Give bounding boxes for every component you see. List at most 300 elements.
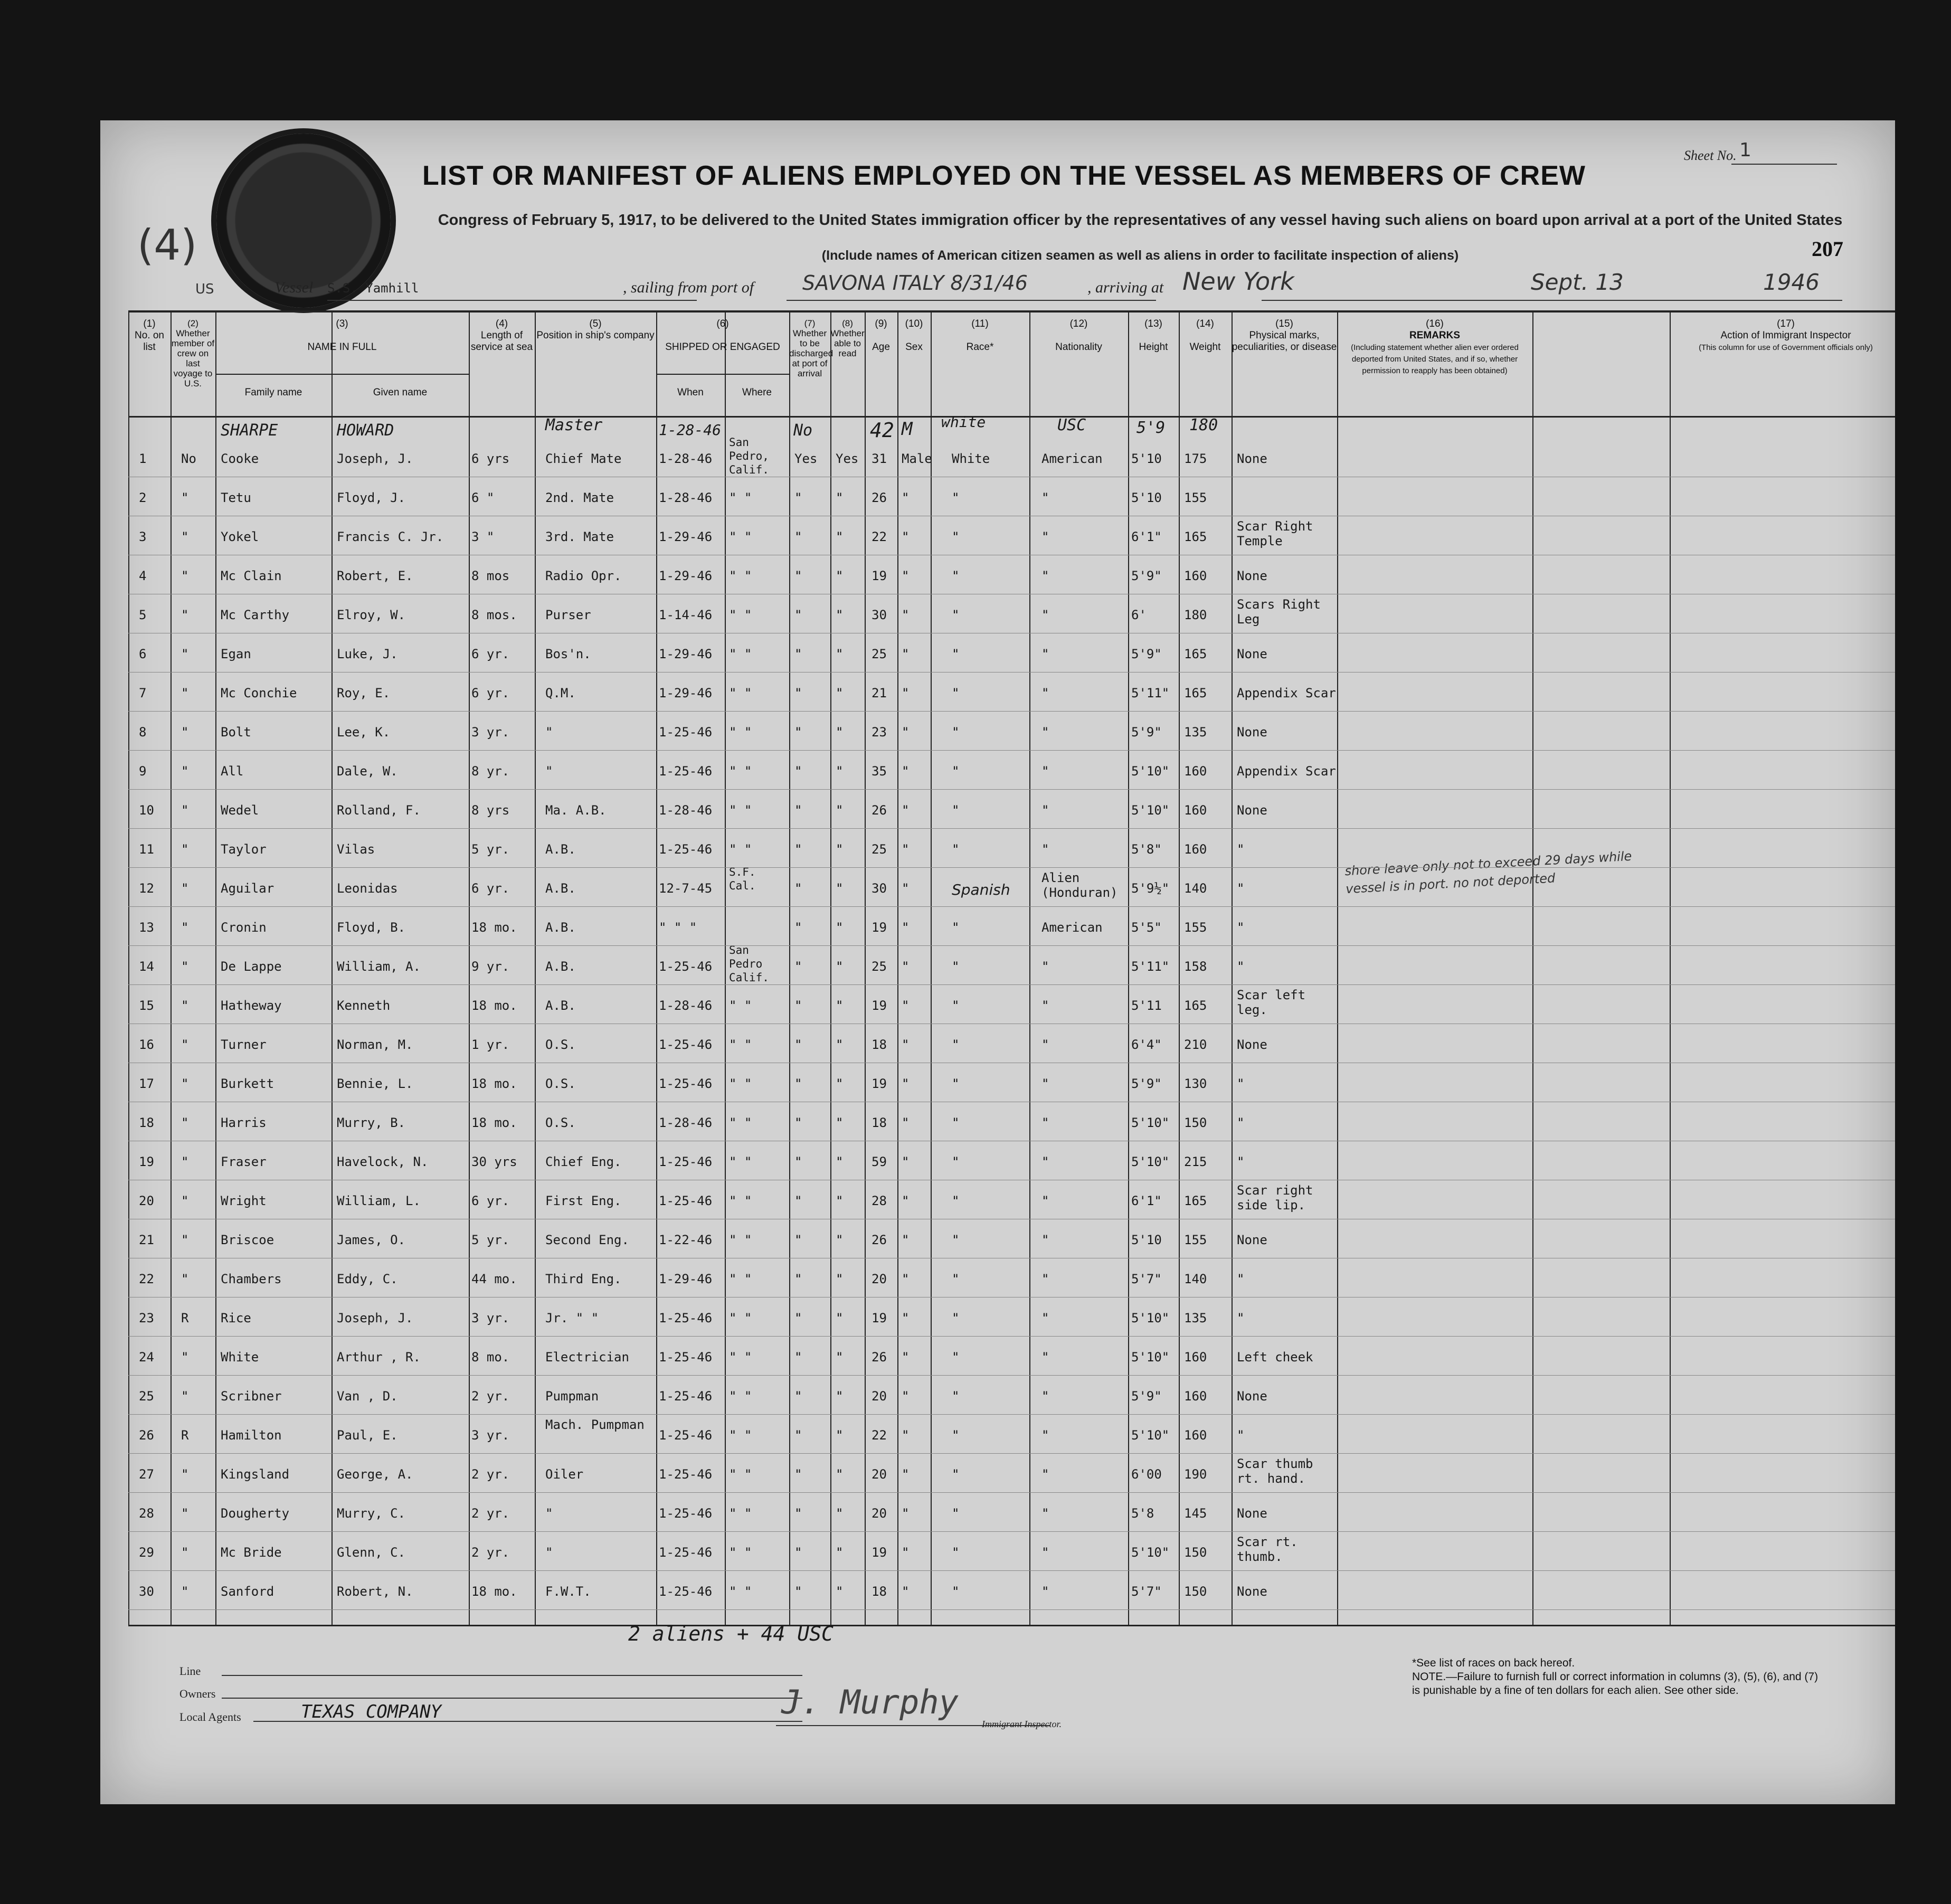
row-physical-marks: None [1237,1584,1267,1599]
row-nationality: " [1041,764,1049,779]
row-physical-marks: Scars Right Leg [1237,597,1321,627]
row-weight: 150 [1184,1115,1207,1130]
row-sex: " [902,1389,910,1404]
row-last-voyage: " [181,490,189,505]
row-last-voyage: " [181,1076,189,1091]
row-given-name: Arthur , R. [337,1350,421,1365]
row-sex: " [902,725,910,740]
row-physical-marks: Scar thumb rt. hand. [1237,1456,1313,1486]
row-given-name: Rolland, F. [337,803,421,818]
row-physical-marks: " [1237,881,1245,896]
row-no: 3 [139,529,147,544]
row-family-name: Aguilar [221,881,274,896]
agents-value: TEXAS COMPANY [301,1701,442,1722]
row-no: 30 [139,1584,154,1599]
row-service: 8 yrs [471,803,510,818]
row-discharged: " [794,1584,802,1599]
row-nationality: " [1041,1233,1049,1247]
row-discharged: " [794,920,802,935]
row-discharged: " [794,1467,802,1482]
row-read: " [836,1467,844,1482]
col-header-shipped: (6) SHIPPED OR ENGAGED [665,318,780,353]
row-given-name: Joseph, J. [337,451,413,466]
row-physical-marks: None [1237,647,1267,661]
row-discharged: " [794,1154,802,1169]
row-read: " [836,1428,844,1443]
inspector-signature: J. Murphy [781,1683,959,1721]
col-header-age: (9) Age [872,318,890,353]
master-when: 1-28-46 [659,421,722,439]
row-read: " [836,959,844,974]
row-given-name: Floyd, B. [337,920,406,935]
row-position: " [545,1506,553,1521]
row-race: " [952,959,960,974]
row-last-voyage: " [181,1506,189,1521]
sheet-no-value: 1 [1739,139,1751,161]
row-given-name: Roy, E. [337,686,391,700]
row-physical-marks: " [1237,1272,1245,1286]
row-height: 5'8" [1131,842,1162,857]
row-service: 5 yr. [471,1233,510,1247]
row-physical-marks: " [1237,1115,1245,1130]
row-when: 1-25-46 [659,842,713,857]
row-last-voyage: " [181,881,189,896]
row-where: " " [729,1350,752,1365]
row-no: 7 [139,686,147,700]
row-discharged: " [794,1350,802,1365]
master-sex: M [902,419,913,440]
row-position: O.S. [545,1037,576,1052]
row-height: 5'11 [1131,998,1162,1013]
row-race: " [952,1311,960,1325]
row-weight: 135 [1184,725,1207,740]
row-height: 5'9" [1131,1076,1162,1091]
row-position: Oiler [545,1467,584,1482]
row-discharged: " [794,490,802,505]
row-given-name: Robert, E. [337,569,413,583]
row-weight: 135 [1184,1311,1207,1325]
row-read: Yes [836,451,859,466]
row-age: 20 [872,1506,887,1521]
row-race: " [952,1193,960,1208]
row-discharged: " [794,764,802,779]
row-service: 6 yr. [471,647,510,661]
row-where: " " [729,764,752,779]
row-height: 5'10" [1131,1115,1170,1130]
fine-note: NOTE.—Failure to furnish full or correct information in columns (3), (5), (6), and (7) is punishable by a fine of ten dollars for each alien. See other side. [1412,1671,1819,1697]
row-family-name: Burkett [221,1076,274,1091]
row-service: 2 yr. [471,1389,510,1404]
row-when: 1-25-46 [659,959,713,974]
row-nationality: " [1041,1193,1049,1208]
row-discharged: " [794,686,802,700]
row-position: Mach. Pumpman [545,1417,645,1432]
row-age: 19 [872,1545,887,1560]
row-given-name: Robert, N. [337,1584,413,1599]
row-weight: 160 [1184,1350,1207,1365]
row-height: 5'10" [1131,1154,1170,1169]
row-given-name: Leonidas [337,881,398,896]
row-sex: " [902,998,910,1013]
row-last-voyage: " [181,1154,189,1169]
row-given-name: James, O. [337,1233,406,1247]
row-no: 6 [139,647,147,661]
row-physical-marks: None [1237,725,1267,740]
row-given-name: William, A. [337,959,421,974]
row-service: 18 mo. [471,920,517,935]
row-height: 6' [1131,608,1147,622]
row-nationality: " [1041,1584,1049,1599]
row-height: 5'11" [1131,959,1170,974]
row-physical-marks: Scar right side lip. [1237,1183,1313,1213]
row-nationality: " [1041,529,1049,544]
row-no: 28 [139,1506,154,1521]
row-position: Jr. " " [545,1311,599,1325]
row-when: 1-28-46 [659,490,713,505]
row-when: 1-25-46 [659,1389,713,1404]
row-when: 1-25-46 [659,1584,713,1599]
row-divider [128,1531,1895,1532]
row-height: 5'7" [1131,1584,1162,1599]
row-nationality: " [1041,959,1049,974]
row-where: " " [729,803,752,818]
row-weight: 190 [1184,1467,1207,1482]
row-physical-marks: " [1237,1428,1245,1443]
col-header-name: (3) NAME IN FULL [307,318,377,353]
row-weight: 130 [1184,1076,1207,1091]
row-age: 25 [872,959,887,974]
row-nationality: " [1041,1272,1049,1286]
row-race: " [952,569,960,583]
row-sex: " [902,1037,910,1052]
row-age: 26 [872,1233,887,1247]
row-height: 5'9" [1131,725,1162,740]
side-number: (4) [137,221,197,270]
row-nationality: " [1041,1115,1049,1130]
row-when: 1-29-46 [659,569,713,583]
row-given-name: Lee, K. [337,725,391,740]
row-family-name: Cooke [221,451,259,466]
row-last-voyage: " [181,959,189,974]
row-read: " [836,803,844,818]
row-no: 29 [139,1545,154,1560]
row-family-name: Mc Conchie [221,686,297,700]
row-race: " [952,1350,960,1365]
row-discharged: " [794,803,802,818]
row-when: 1-29-46 [659,686,713,700]
row-height: 5'10" [1131,1311,1170,1325]
document-subtitle: Congress of February 5, 1917, to be delivered to the United States immigration officer by the representatives of any vessel having such aliens on board upon arrival at a port of the United States [438,212,1843,229]
row-family-name: Mc Clain [221,569,282,583]
row-race: " [952,1233,960,1247]
row-divider [128,828,1895,829]
row-position: Pumpman [545,1389,599,1404]
row-where: " " [729,647,752,661]
row-where: " " [729,842,752,857]
crew-table [128,310,1895,1625]
row-nationality: American [1041,451,1103,466]
row-read: " [836,1350,844,1365]
row-nationality: " [1041,1428,1049,1443]
row-when: 1-25-46 [659,1154,713,1169]
row-where: " " [729,1076,752,1091]
row-height: 6'1" [1131,1193,1162,1208]
row-last-voyage: " [181,998,189,1013]
row-last-voyage: " [181,686,189,700]
row-physical-marks: None [1237,1506,1267,1521]
row-where: " " [729,1389,752,1404]
row-height: 6'1" [1131,529,1162,544]
row-service: 6 yr. [471,1193,510,1208]
row-family-name: Wright [221,1193,267,1208]
row-position: Chief Eng. [545,1154,622,1169]
row-height: 5'10" [1131,1350,1170,1365]
row-no: 18 [139,1115,154,1130]
row-race: " [952,725,960,740]
row-discharged: " [794,881,802,896]
row-divider [128,1453,1895,1454]
row-position: 2nd. Mate [545,490,614,505]
row-when: 1-22-46 [659,1233,713,1247]
row-when: 12-7-45 [659,881,713,896]
row-race: " [952,1076,960,1091]
row-age: 26 [872,803,887,818]
row-height: 5'9" [1131,647,1162,661]
row-weight: 160 [1184,764,1207,779]
col-header-race: (11) Race* [966,318,994,353]
row-no: 2 [139,490,147,505]
row-race: " [952,1272,960,1286]
row-race: " [952,1115,960,1130]
row-service: 2 yr. [471,1506,510,1521]
master-age: 42 [870,419,894,442]
row-race: " [952,1389,960,1404]
row-discharged: " [794,1115,802,1130]
row-race: Spanish [952,881,1010,898]
row-position: Bos'n. [545,647,591,661]
row-race: " [952,1154,960,1169]
row-physical-marks: Appendix Scar [1237,764,1336,779]
document-title: LIST OR MANIFEST OF ALIENS EMPLOYED ON THE VESSEL AS MEMBERS OF CREW [422,160,1586,191]
row-race: " [952,647,960,661]
row-read: " [836,1545,844,1560]
row-last-voyage: " [181,803,189,818]
row-where: " " [729,1311,752,1325]
row-where: " " [729,1545,752,1560]
races-note: *See list of races on back hereof. [1412,1657,1575,1669]
col-header-discharged: (7) Whether to be discharged at port of arrival [789,318,834,378]
row-last-voyage: " [181,608,189,622]
row-no: 20 [139,1193,154,1208]
row-when: 1-25-46 [659,1311,713,1325]
col-header-nationality: (12) Nationality [1055,318,1102,353]
row-age: 18 [872,1037,887,1052]
row-family-name: Egan [221,647,251,661]
row-discharged: " [794,1428,802,1443]
row-discharged: " [794,529,802,544]
row-family-name: Taylor [221,842,267,857]
row-weight: 160 [1184,569,1207,583]
row-sex: " [902,920,910,935]
row-position: Ma. A.B. [545,803,607,818]
row-sex: Male [902,451,932,466]
row-service: 5 yr. [471,842,510,857]
row-when: 1-25-46 [659,1545,713,1560]
row-where: " " [729,1584,752,1599]
col-header-when: When [677,387,704,398]
row-height: 5'9" [1131,1389,1162,1404]
row-age: 23 [872,725,887,740]
row-when: 1-25-46 [659,725,713,740]
row-height: 5'10" [1131,764,1170,779]
row-family-name: Chambers [221,1272,282,1286]
row-weight: 155 [1184,1233,1207,1247]
row-sex: " [902,647,910,661]
row-discharged: " [794,959,802,974]
vessel-label: Vessel [274,279,314,296]
row-position: A.B. [545,998,576,1013]
row-where: " " [729,725,752,740]
row-age: 19 [872,998,887,1013]
row-last-voyage: " [181,1193,189,1208]
row-age: 25 [872,842,887,857]
line-label: Line [179,1664,201,1678]
row-service: 6 yr. [471,881,510,896]
row-family-name: De Lappe [221,959,282,974]
row-sex: " [902,803,910,818]
row-weight: 165 [1184,686,1207,700]
row-read: " [836,1272,844,1286]
row-last-voyage: " [181,920,189,935]
row-nationality: American [1041,920,1103,935]
row-service: 3 yr. [471,1311,510,1325]
row-height: 5'10 [1131,490,1162,505]
row-height: 5'10" [1131,1545,1170,1560]
master-discharged: No [793,421,813,440]
row-read: " [836,920,844,935]
row-remarks: shore leave only not to exceed 29 days while vessel is in port. no not deported [1344,848,1632,897]
row-where: " " [729,1115,752,1130]
row-given-name: Murry, C. [337,1506,406,1521]
row-physical-marks: Scar left leg. [1237,988,1306,1017]
col-header-service: (4) Length of service at sea [470,318,533,353]
row-last-voyage: " [181,529,189,544]
row-physical-marks: " [1237,959,1245,974]
row-physical-marks: None [1237,1037,1267,1052]
row-family-name: Cronin [221,920,267,935]
row-service: 6 yr. [471,686,510,700]
row-sex: " [902,764,910,779]
row-divider [128,1570,1895,1571]
row-sex: " [902,1584,910,1599]
row-age: 26 [872,1350,887,1365]
row-read: " [836,1506,844,1521]
row-no: 21 [139,1233,154,1247]
row-family-name: Turner [221,1037,267,1052]
row-when: 1-25-46 [659,1467,713,1482]
row-weight: 150 [1184,1584,1207,1599]
row-nationality: " [1041,490,1049,505]
row-nationality: " [1041,1076,1049,1091]
row-given-name: Bennie, L. [337,1076,413,1091]
row-family-name: Yokel [221,529,259,544]
row-weight: 165 [1184,1193,1207,1208]
row-family-name: Mc Bride [221,1545,282,1560]
row-no: 24 [139,1350,154,1365]
sailing-label: , sailing from port of [623,279,754,296]
row-service: 3 yr. [471,725,510,740]
row-no: 11 [139,842,154,857]
row-sex: " [902,490,910,505]
row-read: " [836,1389,844,1404]
row-physical-marks: Scar rt. thumb. [1237,1534,1298,1564]
row-last-voyage: " [181,1350,189,1365]
row-sex: " [902,959,910,974]
row-position: Radio Opr. [545,569,622,583]
row-when: 1-29-46 [659,647,713,661]
row-when: 1-29-46 [659,529,713,544]
row-read: " [836,1037,844,1052]
row-no: 26 [139,1428,154,1443]
row-nationality: " [1041,686,1049,700]
row-where: San Pedro Calif. [729,944,769,984]
row-no: 17 [139,1076,154,1091]
row-sex: " [902,1545,910,1560]
col-header-last-voyage: (2) Whether member of crew on last voyage to U.S. [171,318,215,389]
row-race: " [952,1037,960,1052]
row-where: " " [729,1506,752,1521]
row-read: " [836,764,844,779]
row-when: 1-28-46 [659,451,713,466]
row-service: 18 mo. [471,1076,517,1091]
row-physical-marks: " [1237,1076,1245,1091]
row-height: 5'10 [1131,1233,1162,1247]
row-race: White [952,451,990,466]
row-discharged: " [794,1076,802,1091]
row-service: 8 mos [471,569,510,583]
row-weight: 160 [1184,1389,1207,1404]
master-race: white [941,413,986,431]
row-where: " " [729,1037,752,1052]
master-position: Master [545,416,603,434]
row-where: " " [729,529,752,544]
row-nationality: " [1041,1154,1049,1169]
row-service: 8 yr. [471,764,510,779]
row-read: " [836,490,844,505]
row-physical-marks: None [1237,569,1267,583]
row-service: 18 mo. [471,998,517,1013]
row-divider [128,789,1895,790]
row-family-name: Mc Carthy [221,608,290,622]
row-physical-marks: Appendix Scar [1237,686,1336,700]
row-divider [128,1492,1895,1493]
row-no: 12 [139,881,154,896]
row-service: 18 mo. [471,1584,517,1599]
vessel-info [274,267,1820,305]
row-physical-marks: " [1237,842,1245,857]
row-physical-marks: " [1237,1154,1245,1169]
row-weight: 155 [1184,490,1207,505]
row-read: " [836,998,844,1013]
vessel-name: S.S. Yamhill [327,281,419,296]
col-header-where: Where [742,387,772,398]
row-position: Electrician [545,1350,629,1365]
row-discharged: " [794,998,802,1013]
row-given-name: Paul, E. [337,1428,398,1443]
row-race: " [952,490,960,505]
row-family-name: Tetu [221,490,251,505]
row-age: 21 [872,686,887,700]
